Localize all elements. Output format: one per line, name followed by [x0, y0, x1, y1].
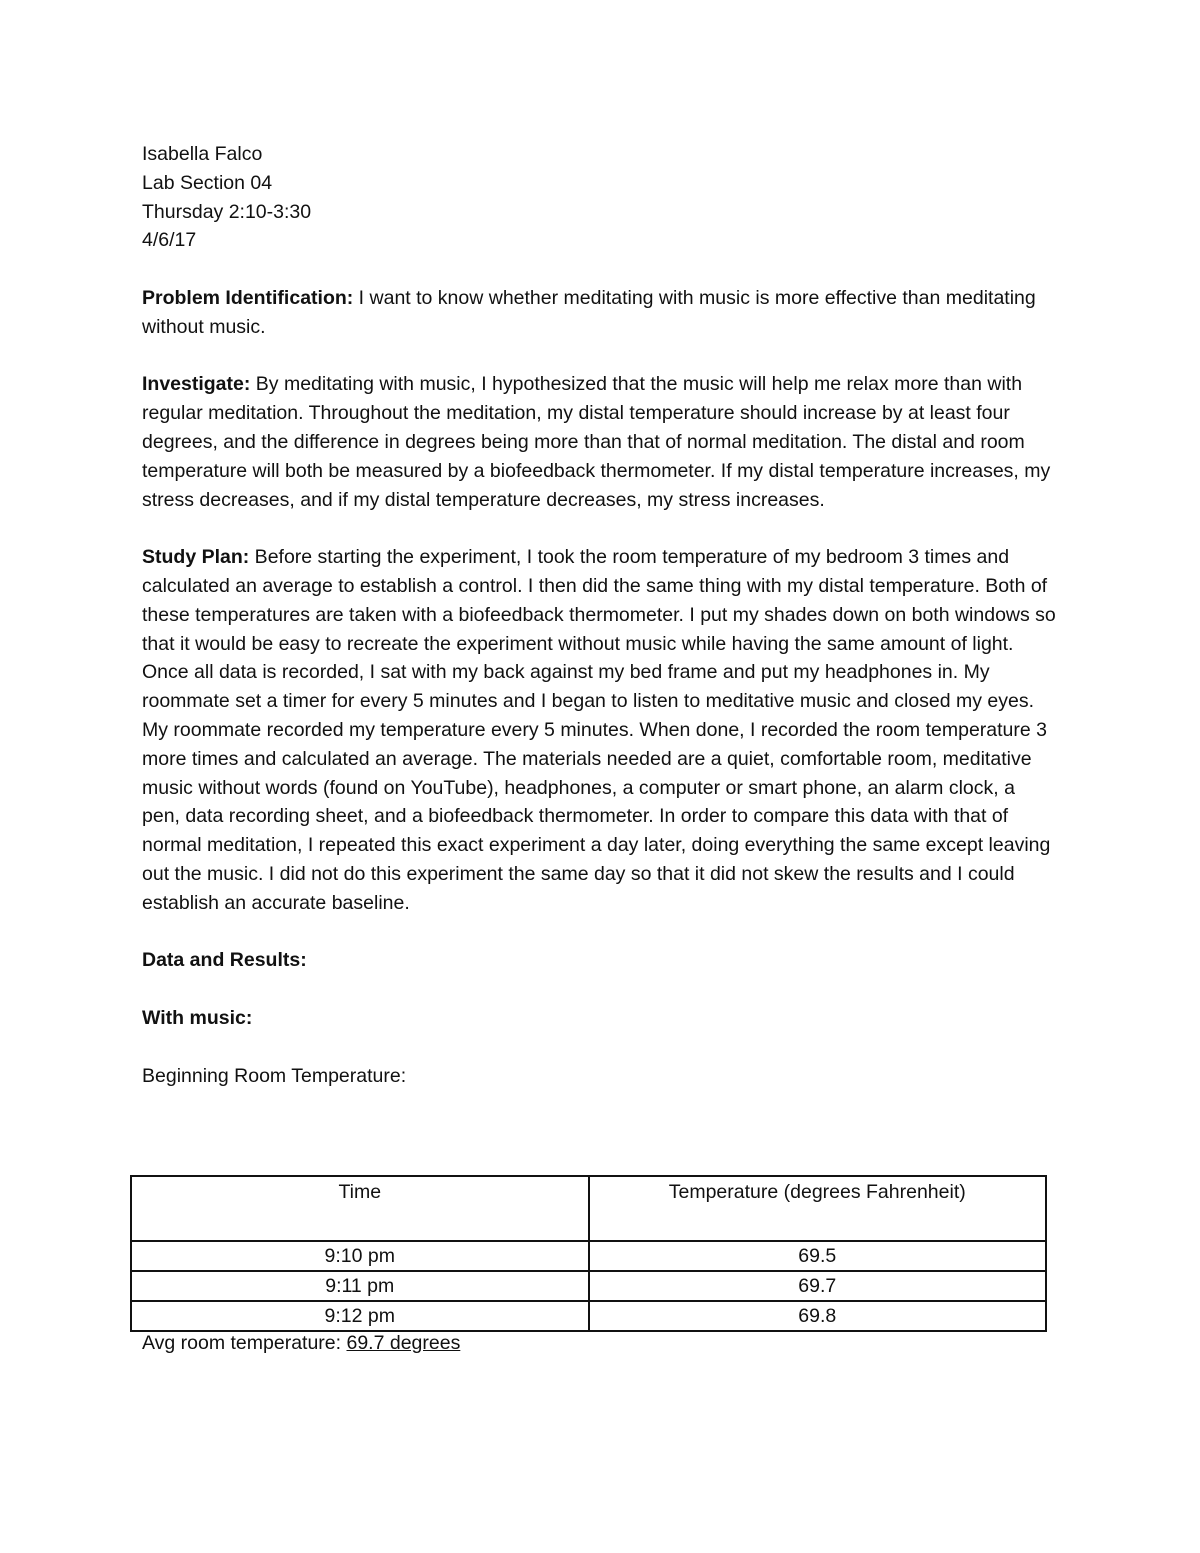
lab-time: Thursday 2:10-3:30	[142, 200, 312, 223]
beginning-room-temperature-label: Beginning Room Temperature:	[142, 1064, 407, 1087]
problem-identification-paragraph	[142, 284, 1057, 342]
temperature-cell: 69.8	[589, 1301, 1047, 1331]
study-plan-label: Study Plan:	[142, 546, 250, 569]
average-value: 69.7 degrees	[346, 1332, 461, 1354]
table-row	[131, 1301, 1046, 1331]
temperature-cell: 69.7	[589, 1271, 1047, 1301]
temperature-cell: 69.5	[589, 1241, 1047, 1271]
investigate-text: By meditating with music, I hypothesized that the music will help me relax more than with regular meditation. Throughout the meditation, my distal temperature should increase by at least four degrees, and the difference in degrees being more than that of normal meditation. The distal and room temperature will both be measured by a biofeedback thermometer. If my distal temperature increases, my stress decreases, and if my distal temperature decreases, my stress increases.	[142, 373, 1051, 511]
room-temperature-table	[130, 1175, 1047, 1332]
table-row	[131, 1241, 1046, 1271]
lab-date: 4/6/17	[142, 229, 197, 252]
average-room-temperature	[142, 1329, 466, 1358]
investigate-label: Investigate:	[142, 373, 251, 396]
data-results-heading: Data and Results:	[142, 949, 307, 972]
document-body	[142, 140, 1057, 1090]
student-name: Isabella Falco	[142, 143, 263, 165]
problem-identification-text: I want to know whether meditating with music is more effective than meditating without music.	[142, 286, 1036, 338]
average-label: Avg room temperature:	[142, 1332, 347, 1354]
study-plan-paragraph	[142, 543, 1057, 917]
study-plan-text: Before starting the experiment, I took the room temperature of my bedroom 3 times and calculated an average to establish a control. I then did the same thing with my distal temperature. Both of these temperatures are taken with a biofeedback thermometer. I put my shades down on both windows so that it would be easy to recreate the experiment without music while having the same amount of light. Once all data is recorded, I sat with my back against my bed frame and put my headphones in. My roommate set a timer for every 5 minutes and I began to listen to meditative music and closed my eyes. My roommate recorded my temperature every 5 minutes. When done, I recorded the room temperature 3 more times and calculated an average. The materials needed are a quiet, comfortable room, meditative music without words (found on YouTube), headphones, a computer or smart phone, an alarm clock, a pen, data recording sheet, and a biofeedback thermometer. In order to compare this data with that of normal meditation, I repeated this exact experiment a day later, doing everything the same except leaving out the music. I did not do this experiment the same day so that it did not skew the results and I could establish an accurate baseline.	[142, 546, 1056, 914]
investigate-paragraph	[142, 370, 1057, 514]
time-cell: 9:10 pm	[131, 1241, 589, 1271]
temperature-column-header: Temperature (degrees Fahrenheit)	[589, 1176, 1047, 1241]
time-cell: 9:12 pm	[131, 1301, 589, 1331]
time-cell: 9:11 pm	[131, 1271, 589, 1301]
table-header-row	[131, 1176, 1046, 1241]
time-column-header: Time	[131, 1176, 589, 1241]
lab-section: Lab Section 04	[142, 171, 273, 194]
table-row	[131, 1271, 1046, 1301]
problem-identification-label: Problem Identification:	[142, 286, 354, 309]
with-music-heading: With music:	[142, 1006, 253, 1029]
